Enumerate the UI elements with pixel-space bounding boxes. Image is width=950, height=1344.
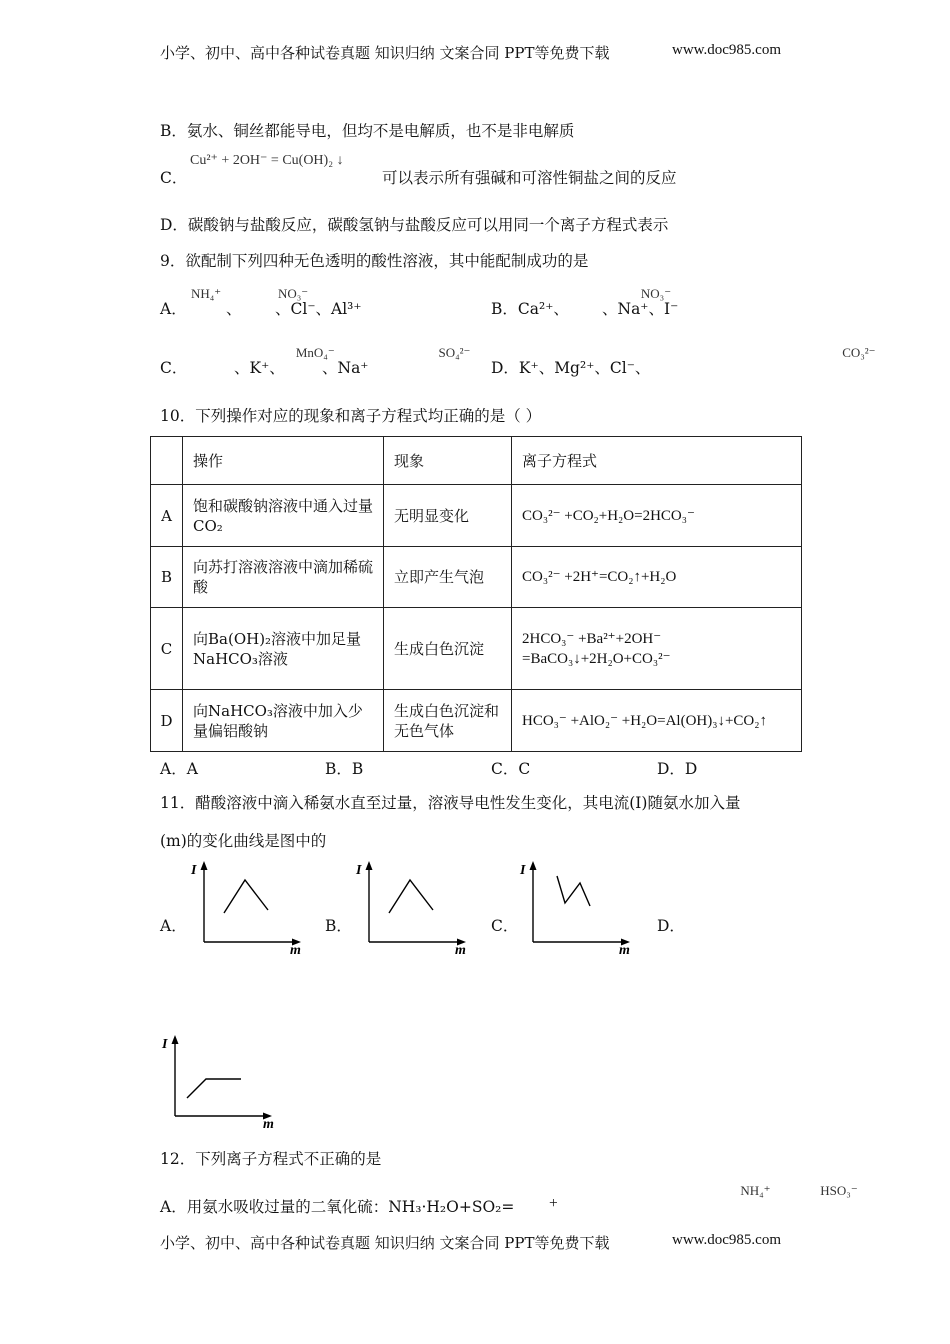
q11-label-d: D．: [657, 917, 685, 935]
q9-stem: 9．欲配制下列四种无色透明的酸性溶液，其中能配制成功的是: [160, 252, 589, 270]
y-axis-arrow-icon: [530, 861, 537, 870]
curve: [389, 880, 433, 913]
q12-stem: 12．下列离子方程式不正确的是: [160, 1150, 382, 1168]
y-axis-arrow-icon: [366, 861, 373, 870]
table-header-row: [151, 437, 802, 485]
y-axis-label: I: [191, 863, 197, 878]
q11-stem-line2: (m)的变化曲线是图中的: [160, 832, 327, 850]
row-operation: 向苏打溶液溶液中滴加稀硫酸: [183, 547, 384, 608]
row-operation: 向NaHCO₃溶液中加入少量偏铝酸钠: [183, 690, 384, 752]
q12-a-ion-nh4: NH₄⁺: [740, 1183, 771, 1198]
row-equation: CO₃²⁻ +2H⁺=CO₂↑+H₂O: [512, 547, 802, 608]
y-axis-label: I: [162, 1037, 168, 1052]
q10-choice-c: C．C: [491, 760, 531, 778]
q10-choice-b: B．B: [325, 760, 364, 778]
x-axis-label: m: [619, 943, 630, 958]
q11-graph-c: [517, 858, 637, 958]
q9-c-mid: 、K⁺、: [234, 359, 285, 377]
q11-label-a: A．: [160, 917, 187, 935]
row-phenomenon: 生成白色沉淀和无色气体: [384, 690, 512, 752]
q10-choice-d: D．D: [657, 760, 698, 778]
x-axis-label: m: [290, 943, 301, 958]
table-row: [151, 690, 802, 752]
table-header-cell: 现象: [384, 437, 512, 485]
curve: [224, 880, 268, 913]
q11-graph-d: [159, 1032, 284, 1132]
row-phenomenon: 无明显变化: [384, 485, 512, 547]
q11-stem-line1: 11．醋酸溶液中滴入稀氨水直至过量，溶液导电性发生变化，其电流(I)随氨水加入量: [160, 794, 741, 812]
y-axis-label: I: [356, 863, 362, 878]
q12-a-ion-hso3: HSO₃⁻: [820, 1183, 858, 1198]
table-row: [151, 485, 802, 547]
q10-stem: 10．下列操作对应的现象和离子方程式均正确的是（ ）: [160, 407, 542, 425]
row-equation: HCO₃⁻ +AlO₂⁻ +H₂O=Al(OH)₃↓+CO₂↑: [512, 690, 802, 752]
q9-option-c-label: C．: [160, 359, 188, 377]
q9-c-rest: 、Na⁺: [322, 359, 369, 377]
row-equation: CO₃²⁻ +CO₂+H₂O=2HCO₃⁻: [512, 485, 802, 547]
curve: [187, 1079, 241, 1098]
q8-option-c-formula: Cu²⁺ + 2OH⁻ = Cu(OH)₂ ↓: [190, 153, 344, 168]
q8-option-c-label: C．: [160, 169, 188, 187]
table-header-cell: 离子方程式: [512, 437, 802, 485]
q9-option-d-label: D．K⁺、Mg²⁺、Cl⁻、: [491, 359, 651, 377]
header-text: 小学、初中、高中各种试卷真题 知识归纳 文案合同 PPT等免费下载: [160, 44, 610, 62]
q12-option-a-text: A．用氨水吸收过量的二氧化硫：NH₃·H₂O+SO₂=: [160, 1198, 515, 1216]
table-header-cell: [151, 437, 183, 485]
q9-a-ion-no3: NO₃⁻: [277, 286, 309, 301]
footer-text: 小学、初中、高中各种试卷真题 知识归纳 文案合同 PPT等免费下载: [160, 1234, 610, 1252]
curve: [557, 876, 590, 906]
row-label: C: [151, 608, 183, 690]
q9-b-ion-no3: NO₃⁻: [640, 286, 672, 301]
q9-option-a-label: A．: [160, 300, 187, 318]
x-axis-label: m: [455, 943, 466, 958]
row-label: B: [151, 547, 183, 608]
row-label: D: [151, 690, 183, 752]
row-phenomenon: 立即产生气泡: [384, 547, 512, 608]
q11-label-b: B．: [325, 917, 352, 935]
y-axis-arrow-icon: [201, 861, 208, 870]
q9-a-rest: 、Cl⁻、Al³⁺: [275, 300, 362, 318]
q9-c-ion-so4: SO₄²⁻: [438, 345, 471, 360]
row-equation: 2HCO₃⁻ +Ba²⁺+2OH⁻ =BaCO₃↓+2H₂O+CO₃²⁻: [512, 608, 802, 690]
table-header-cell: 操作: [183, 437, 384, 485]
q8-option-c-text: 可以表示所有强碱和可溶性铜盐之间的反应: [382, 169, 677, 187]
q9-a-ion-nh4: NH₄⁺: [191, 286, 222, 301]
q9-b-rest: 、Na⁺、I⁻: [602, 300, 679, 318]
table-row: [151, 608, 802, 690]
q8-option-b: B．氨水、铜丝都能导电，但均不是电解质，也不是非电解质: [160, 122, 575, 140]
q12-a-plus: +: [549, 1195, 558, 1212]
q9-a-sep: 、: [226, 300, 242, 318]
x-axis-label: m: [263, 1117, 274, 1132]
q9-option-b-label: B．Ca²⁺、: [491, 300, 569, 318]
q8-option-d: D．碳酸钠与盐酸反应，碳酸氢钠与盐酸反应可以用同一个离子方程式表示: [160, 216, 669, 234]
q10-table: [150, 436, 802, 752]
row-operation: 饱和碳酸钠溶液中通入过量CO₂: [183, 485, 384, 547]
header-url: www.doc985.com: [672, 42, 782, 58]
footer-url: www.doc985.com: [672, 1232, 782, 1248]
y-axis-arrow-icon: [172, 1035, 179, 1044]
table-row: [151, 547, 802, 608]
q9-d-ion-co3: CO₃²⁻: [842, 345, 876, 360]
y-axis-label: I: [520, 863, 526, 878]
row-phenomenon: 生成白色沉淀: [384, 608, 512, 690]
row-label: A: [151, 485, 183, 547]
q9-c-ion-mno4: MnO₄⁻: [295, 345, 335, 360]
q11-label-c: C．: [491, 917, 519, 935]
q11-graph-a: [188, 858, 308, 958]
row-operation: 向Ba(OH)₂溶液中加足量NaHCO₃溶液: [183, 608, 384, 690]
q11-graph-b: [353, 858, 473, 958]
q10-choice-a: A．A: [160, 760, 198, 778]
